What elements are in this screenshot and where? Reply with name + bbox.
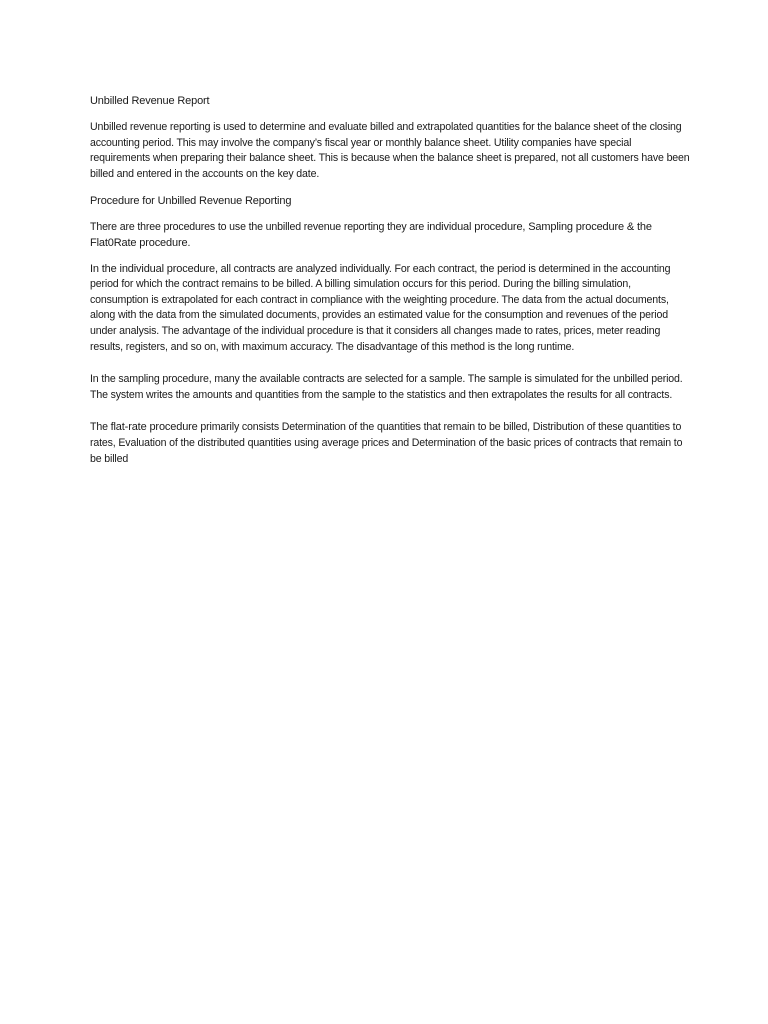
individual-procedure-paragraph — [90, 262, 690, 356]
individual-procedure-body: all contracts are analyzed individually. For each contract, the period is determined in the accounting period for which the contract remains to be billed. A billing simulation occurs for this period. During the billing simulation, consumption is extrapolated for each contract in compliance with the weighting procedure. The data from the actual documents, along with the data from the simulated documents, provides an estimated value for the consumption and revenues of the period under analysis. The advantage of the individual procedure is that it considers all changes made to rates, prices, meter reading results, registers, and so on, with maximum accuracy. The disadvantage of this method is the long runtime. — [90, 262, 671, 353]
flatrate-emphasis: flat-rate procedure — [110, 421, 198, 434]
individual-procedure-lead: In the individual procedure, — [90, 262, 218, 275]
flatrate-procedure-paragraph — [90, 420, 690, 467]
sampling-procedure-paragraph: In the sampling procedure, many the available contracts are selected for a sample. The sample is simulated for the unbilled period. The system writes the amounts and quantities from the sample to the statistics and then extrapolates the results for all contracts. — [90, 373, 683, 401]
document-title: Unbilled Revenue Report — [90, 95, 210, 107]
flatrate-body: primarily consists Determination of the quantities that remain to be billed, Distribution of these quantities to rates, Evaluation of the distributed quantities using average prices and Determination of the basic prices of contracts that remain to be billed — [90, 421, 683, 465]
section-heading: Procedure for Unbilled Revenue Reporting — [90, 195, 292, 208]
procedures-tail-text: . — [187, 236, 191, 249]
intro-paragraph: Unbilled revenue reporting is used to determine and evaluate billed and extrapolated quantities for the balance sheet of the closing accounting period. This may involve the company’s fiscal year or monthly balance sheet. Utility companies have special requirements when preparing their balance sheet. This is because when the balance sheet is prepared, not all customers have been billed and entered in the accounts on the key date. — [90, 121, 690, 180]
document-page — [90, 92, 690, 477]
flatrate-lead: The — [90, 421, 111, 434]
procedures-emphasis-text: individual procedure, Sampling procedure & the Flat0Rate procedure — [90, 221, 652, 249]
procedures-paragraph — [90, 220, 690, 251]
procedures-lead-text: There are three procedures to use the unbilled revenue reporting they are — [90, 221, 427, 234]
